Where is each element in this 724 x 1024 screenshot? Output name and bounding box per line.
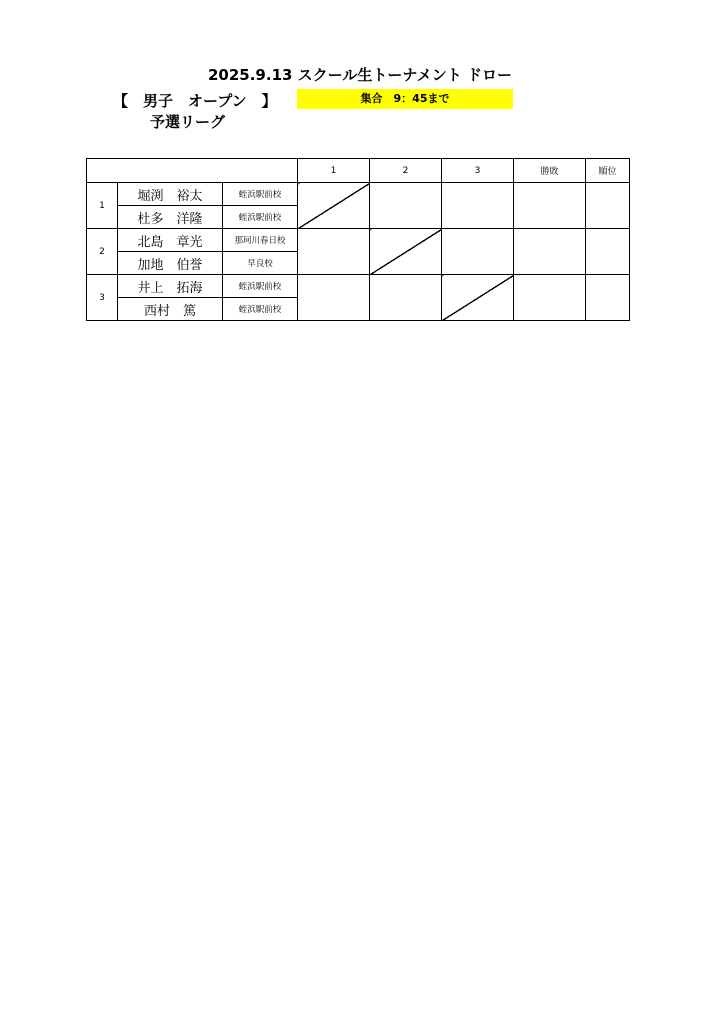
column-header: 3: [442, 159, 514, 183]
player-name: 堀渕 裕太: [118, 183, 223, 206]
player-school: 蛭浜駅前校: [223, 275, 298, 298]
rank-cell: [586, 183, 630, 229]
player-school: 蛭浜駅前校: [223, 298, 298, 321]
win-loss-cell: [514, 229, 586, 275]
win-loss-cell: [514, 275, 586, 321]
player-name: 北島 章光: [118, 229, 223, 252]
header-blank-cell: [87, 159, 298, 183]
column-header: 順位: [586, 159, 630, 183]
player-name: 杜多 洋隆: [118, 206, 223, 229]
win-loss-cell: [514, 183, 586, 229]
page-title: 2025.9.13 スクール生トーナメント ドロー: [207, 66, 512, 84]
result-cell: [442, 229, 514, 275]
self-match-cell: [370, 229, 442, 275]
table-header-row: [87, 159, 630, 183]
group-number: 2: [87, 229, 118, 275]
column-header: 1: [298, 159, 370, 183]
rank-cell: [586, 229, 630, 275]
column-header: 勝敗: [514, 159, 586, 183]
phase-label: 予選リーグ: [150, 113, 226, 131]
result-cell: [370, 183, 442, 229]
result-cell: [370, 275, 442, 321]
table-row: [87, 275, 630, 298]
player-school: 早良校: [223, 252, 298, 275]
column-header: 2: [370, 159, 442, 183]
table-row: [87, 229, 630, 252]
result-cell: [298, 229, 370, 275]
player-name: 加地 伯誉: [118, 252, 223, 275]
league-table: [86, 158, 630, 321]
player-name: 井上 拓海: [118, 275, 223, 298]
result-cell: [442, 183, 514, 229]
player-school: 那珂川春日校: [223, 229, 298, 252]
assembly-time-banner: 集合 9：45まで: [297, 89, 513, 109]
group-number: 3: [87, 275, 118, 321]
result-cell: [298, 275, 370, 321]
table-row: [87, 183, 630, 206]
player-school: 蛭浜駅前校: [223, 206, 298, 229]
group-number: 1: [87, 183, 118, 229]
self-match-cell: [298, 183, 370, 229]
player-name: 西村 篤: [118, 298, 223, 321]
rank-cell: [586, 275, 630, 321]
player-school: 蛭浜駅前校: [223, 183, 298, 206]
division-label: 【 男子 オープン 】: [113, 92, 277, 110]
self-match-cell: [442, 275, 514, 321]
